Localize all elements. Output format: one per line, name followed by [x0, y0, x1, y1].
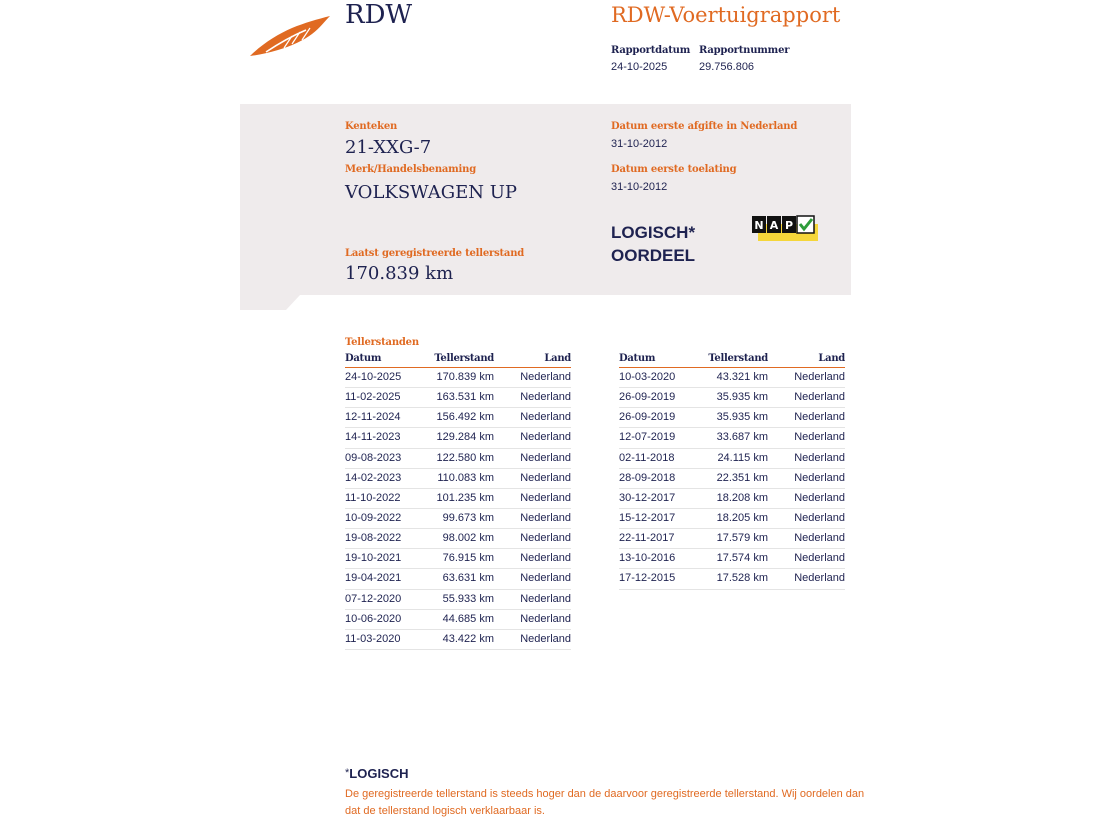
- plate-label: Kenteken: [345, 121, 398, 132]
- cell-country: Nederland: [794, 451, 845, 464]
- table-row: [619, 388, 845, 408]
- odometer-table-left: [345, 353, 571, 650]
- cell-country: Nederland: [794, 552, 845, 565]
- report-date-label: Rapportdatum: [611, 45, 691, 56]
- cell-country: Nederland: [794, 431, 845, 444]
- cell-reading: 24.115 km: [717, 451, 768, 464]
- table-row: [345, 569, 571, 589]
- brand-name: RDW: [345, 0, 413, 30]
- cell-country: Nederland: [794, 491, 845, 504]
- cell-date: 11-10-2022: [345, 491, 401, 504]
- cell-reading: 43.321 km: [716, 371, 768, 383]
- table-row: [345, 509, 571, 529]
- nap-letter-p: P: [784, 219, 794, 232]
- table-row: [345, 428, 571, 448]
- table-row: [619, 569, 845, 589]
- cell-reading: 43.422 km: [442, 632, 494, 645]
- table-header: [345, 353, 571, 368]
- footnote-asterisk: *: [345, 767, 350, 779]
- verdict-line-2: OORDEEL: [611, 246, 696, 265]
- rdw-logo-icon: [248, 14, 332, 58]
- cell-reading: 17.574 km: [716, 552, 768, 565]
- cell-country: Nederland: [520, 391, 571, 404]
- cell-reading: 55.933 km: [442, 592, 494, 605]
- cell-date: 26-09-2019: [619, 411, 676, 424]
- cell-date: 11-02-2025: [345, 391, 401, 404]
- cell-country: Nederland: [520, 612, 571, 625]
- table-row: [345, 630, 571, 650]
- verdict: [611, 221, 695, 267]
- footnote-text: De geregistreerde tellerstand is steeds hoger dan de daarvoor geregistreerde tellerstand. Wij oordelen dan dat de tellerstand logisch verklaarbaar is.: [345, 788, 865, 817]
- cell-date: 30-12-2017: [619, 491, 676, 504]
- table-row: [619, 509, 845, 529]
- cell-country: Nederland: [794, 471, 845, 484]
- cell-date: 07-12-2020: [345, 592, 402, 605]
- cell-reading: 163.531 km: [436, 391, 494, 404]
- cell-date: 14-02-2023: [345, 471, 402, 484]
- verdict-line-1: LOGISCH*: [611, 223, 696, 242]
- cell-country: Nederland: [520, 451, 571, 464]
- nap-letter-a: A: [769, 219, 779, 232]
- cell-date: 12-07-2019: [619, 431, 676, 444]
- header-date: Datum: [345, 353, 382, 364]
- cell-reading: 129.284 km: [436, 431, 494, 444]
- cell-reading: 101.235 km: [436, 491, 494, 504]
- cell-country: Nederland: [520, 532, 571, 545]
- cell-country: Nederland: [794, 572, 845, 585]
- table-row: [345, 489, 571, 509]
- cell-date: 19-08-2022: [345, 532, 402, 545]
- cell-date: 10-06-2020: [345, 612, 402, 625]
- cell-date: 13-10-2016: [619, 552, 676, 565]
- cell-date: 26-09-2019: [619, 391, 676, 404]
- cell-reading: 35.935 km: [716, 391, 768, 404]
- cell-reading: 18.208 km: [716, 491, 768, 504]
- cell-reading: 156.492 km: [436, 411, 494, 424]
- cell-country: Nederland: [520, 431, 571, 444]
- table-row: [345, 449, 571, 469]
- last-odometer-label: Laatst geregistreerde tellerstand: [345, 248, 525, 259]
- footnote-title-text: LOGISCH: [349, 766, 409, 781]
- cell-country: Nederland: [520, 411, 571, 424]
- cell-reading: 63.631 km: [442, 572, 494, 585]
- header-reading: Tellerstand: [708, 353, 768, 364]
- table-header: [619, 353, 845, 368]
- table-row: [619, 549, 845, 569]
- table-row: [619, 469, 845, 489]
- nap-letter-n: N: [754, 219, 764, 232]
- first-admission-date: 31-10-2012: [611, 181, 668, 193]
- first-issue-nl-label: Datum eerste afgifte in Nederland: [611, 121, 798, 132]
- cell-date: 14-11-2023: [345, 431, 401, 444]
- table-row: [619, 489, 845, 509]
- table-row: [345, 529, 571, 549]
- cell-reading: 35.935 km: [716, 411, 768, 424]
- cell-reading: 76.915 km: [442, 552, 494, 565]
- first-admission-label: Datum eerste toelating: [611, 164, 737, 175]
- cell-country: Nederland: [520, 552, 571, 565]
- cell-country: Nederland: [520, 471, 571, 484]
- report-title: RDW-Voertuigrapport: [611, 3, 841, 27]
- cell-country: Nederland: [520, 511, 571, 524]
- table-row: [619, 449, 845, 469]
- report-date: 24-10-2025: [611, 61, 668, 73]
- cell-date: 22-11-2017: [619, 532, 675, 545]
- table-row: [345, 408, 571, 428]
- cell-reading: 110.083 km: [437, 471, 494, 484]
- header-country: Land: [544, 353, 571, 364]
- table-row: [345, 368, 571, 388]
- cell-date: 19-04-2021: [345, 572, 402, 585]
- cell-country: Nederland: [794, 532, 845, 545]
- table-row: [345, 469, 571, 489]
- table-row: [345, 388, 571, 408]
- cell-reading: 170.839 km: [436, 371, 494, 383]
- vehicle-summary-panel: [240, 104, 851, 310]
- table-row: [619, 408, 845, 428]
- header-reading: Tellerstand: [434, 353, 494, 364]
- make-label: Merk/Handelsbenaming: [345, 164, 477, 175]
- cell-country: Nederland: [520, 572, 571, 585]
- cell-date: 15-12-2017: [619, 511, 676, 524]
- first-issue-nl-date: 31-10-2012: [611, 138, 668, 150]
- cell-reading: 18.205 km: [716, 511, 768, 524]
- odometer-table-right: [619, 353, 845, 590]
- cell-date: 09-08-2023: [345, 451, 402, 464]
- report-number-label: Rapportnummer: [699, 45, 790, 56]
- cell-country: Nederland: [520, 371, 571, 383]
- cell-country: Nederland: [794, 371, 845, 383]
- nap-check-icon: [752, 215, 818, 243]
- cell-date: 12-11-2024: [345, 411, 401, 424]
- cell-reading: 22.351 km: [716, 471, 768, 484]
- cell-reading: 122.580 km: [436, 451, 494, 464]
- cell-date: 11-03-2020: [345, 632, 401, 645]
- cell-date: 17-12-2015: [619, 572, 676, 585]
- cell-date: 10-09-2022: [345, 511, 402, 524]
- cell-country: Nederland: [520, 491, 571, 504]
- table-row: [619, 529, 845, 549]
- last-odometer-value: 170.839 km: [345, 263, 454, 284]
- table-row: [619, 428, 845, 448]
- cell-reading: 98.002 km: [442, 532, 494, 545]
- cell-date: 28-09-2018: [619, 471, 676, 484]
- cell-country: Nederland: [794, 511, 845, 524]
- footnote-title: [345, 766, 409, 781]
- header-country: Land: [818, 353, 845, 364]
- cell-date: 19-10-2021: [345, 552, 402, 565]
- cell-country: Nederland: [520, 632, 571, 645]
- vehicle-make: VOLKSWAGEN UP: [345, 182, 518, 203]
- cell-country: Nederland: [794, 391, 845, 404]
- cell-country: Nederland: [794, 411, 845, 424]
- cell-reading: 99.673 km: [442, 511, 494, 524]
- report-number: 29.756.806: [699, 61, 755, 73]
- table-row: [345, 590, 571, 610]
- license-plate: 21-XXG-7: [345, 137, 432, 158]
- odometer-section-title: Tellerstanden: [345, 337, 419, 348]
- cell-reading: 17.579 km: [716, 532, 768, 545]
- cell-date: 10-03-2020: [619, 371, 676, 383]
- table-row: [345, 610, 571, 630]
- table-row: [619, 368, 845, 388]
- cell-date: 02-11-2018: [619, 451, 675, 464]
- table-row: [345, 549, 571, 569]
- cell-reading: 33.687 km: [716, 431, 768, 444]
- cell-date: 24-10-2025: [345, 371, 402, 383]
- cell-reading: 44.685 km: [442, 612, 494, 625]
- header-date: Datum: [619, 353, 656, 364]
- cell-reading: 17.528 km: [716, 572, 768, 585]
- cell-country: Nederland: [520, 592, 571, 605]
